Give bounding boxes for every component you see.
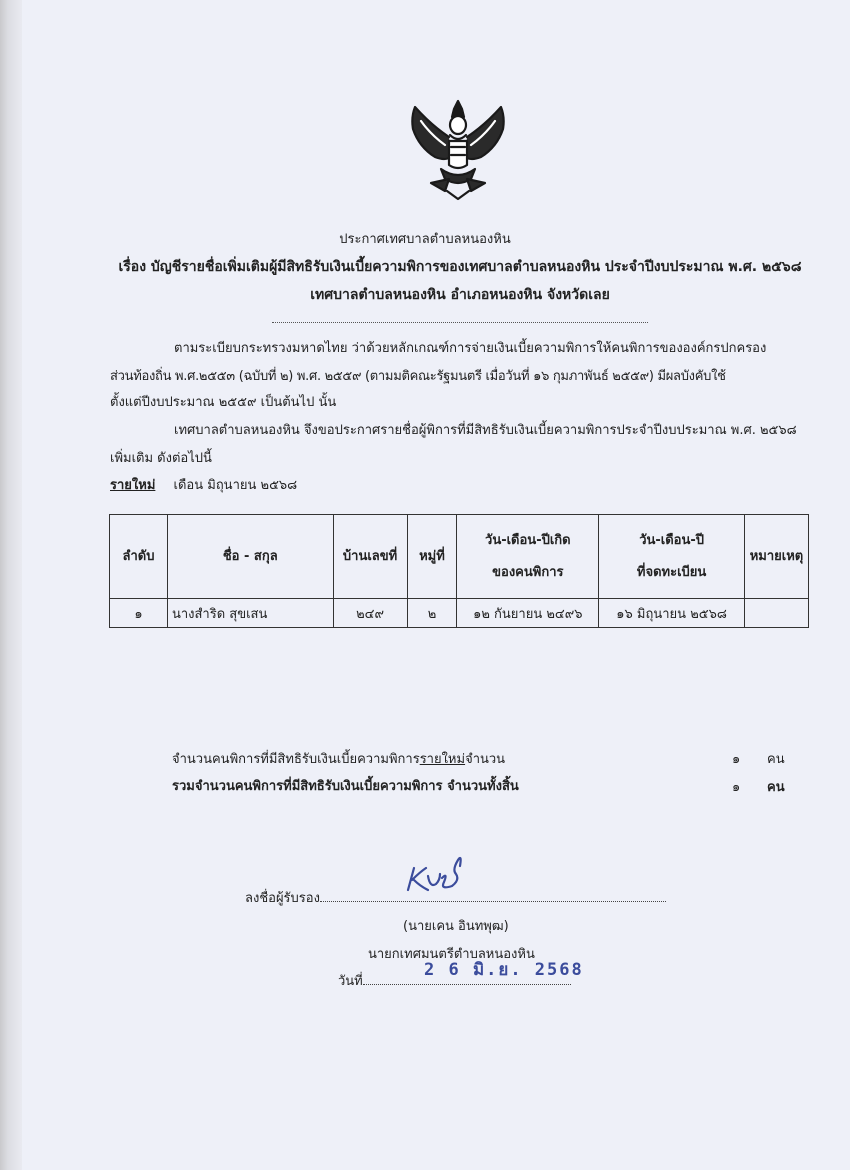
signer-name: (นายเคน อินทพุฒ)	[403, 919, 509, 934]
registration-table	[109, 514, 809, 628]
col-header-registration-date-line1: วัน-เดือน-ปี	[639, 532, 704, 548]
col-header-birth-date-line2: ของคนพิการ	[492, 564, 564, 580]
cell-birth-date: ๑๒ กันยายน ๒๔๙๖	[457, 599, 599, 628]
garuda-emblem	[401, 95, 515, 203]
summary-line-1-prefix: จำนวนคนพิการที่มีสิทธิรับเงินเบี้ยความพิการ	[172, 752, 420, 767]
col-header-registration-date-line2: ที่จดทะเบียน	[636, 564, 707, 580]
date-dotted-line	[363, 984, 571, 985]
cell-order: ๑	[110, 599, 168, 628]
announcement-title: ประกาศเทศบาลตำบลหนองหิน	[339, 232, 511, 247]
cell-registration-date: ๑๖ มิถุนายน ๒๕๖๘	[599, 599, 745, 628]
signer-position: นายกเทศมนตรีตำบลหนองหิน	[368, 947, 535, 962]
paragraph-1-line-3: ตั้งแต่ปีงบประมาณ ๒๕๕๙ เป็นต้นไป นั้น	[110, 395, 337, 410]
month-text: เดือน มิถุนายน ๒๕๖๘	[173, 478, 298, 493]
announcement-subject: เรื่อง บัญชีรายชื่อเพิ่มเติมผู้มีสิทธิรับเงินเบี้ยความพิการของเทศบาลตำบลหนองหิน ประจำปีงบประมาณ พ.ศ. ๒๕๖๘	[118, 259, 802, 275]
summary-line-1	[172, 748, 505, 769]
paragraph-2-line-1: เทศบาลตำบลหนองหิน จึงขอประกาศรายชื่อผู้พิการที่มีสิทธิรับเงินเบี้ยความพิการประจำปีงบประมาณ พ.ศ. ๒๕๖๘	[174, 423, 797, 438]
summary-line-1-suffix: จำนวน	[465, 752, 506, 767]
announcement-location: เทศบาลตำบลหนองหิน อำเภอหนองหิน จังหวัดเลย	[310, 287, 610, 303]
cell-village-no: ๒	[407, 599, 457, 628]
col-header-birth-date	[457, 515, 599, 599]
table-header-row	[110, 515, 809, 599]
col-header-registration-date	[599, 515, 745, 599]
summary-count-1: ๑	[732, 752, 741, 767]
col-header-remarks: หมายเหตุ	[744, 515, 808, 599]
summary-unit-2: คน	[767, 780, 785, 795]
paragraph-1-line-2: ส่วนท้องถิ่น พ.ศ.๒๕๕๓ (ฉบับที่ ๒) พ.ศ. ๒๕๕๙ (ตามมติคณะรัฐมนตรี เมื่อวันที่ ๑๖ กุมภาพันธ์ ๒๕๕๙) มีผลบังคับใช้	[110, 369, 726, 384]
scan-left-edge	[0, 0, 22, 1170]
date-label: วันที่	[338, 974, 363, 989]
col-header-house-no: บ้านเลขที่	[333, 515, 407, 599]
col-header-order: ลำดับ	[110, 515, 168, 599]
cell-remarks	[744, 599, 808, 628]
handwritten-signature	[400, 852, 480, 902]
paragraph-1-line-1: ตามระเบียบกระทรวงมหาดไทย ว่าด้วยหลักเกณฑ์การจ่ายเงินเบี้ยความพิการให้คนพิการขององค์กรปกครอง	[174, 341, 767, 356]
paragraph-2-line-2: เพิ่มเติม ดังต่อไปนี้	[110, 451, 212, 466]
summary-unit-1: คน	[767, 752, 785, 767]
date-stamp: 2 6 มิ.ย. 2568	[424, 960, 584, 980]
col-header-village-no: หมู่ที่	[407, 515, 457, 599]
separator-dotted-line	[272, 322, 648, 323]
summary-line-2: รวมจำนวนคนพิการที่มีสิทธิรับเงินเบี้ยความพิการ จำนวนทั้งสิ้น	[172, 779, 519, 794]
col-header-birth-date-line1: วัน-เดือน-ปีเกิด	[485, 532, 571, 548]
col-header-name: ชื่อ - สกุล	[167, 515, 333, 599]
cell-house-no: ๒๔๙	[333, 599, 407, 628]
cell-name: นางสำริด สุขเสน	[167, 599, 333, 628]
new-cases-label: รายใหม่	[110, 478, 156, 493]
signature-dotted-line	[320, 901, 666, 902]
table-row	[110, 599, 809, 628]
sign-label: ลงชื่อผู้รับรอง	[245, 891, 320, 906]
summary-line-1-underlined: รายใหม่	[419, 752, 466, 767]
summary-count-2: ๑	[732, 780, 741, 795]
